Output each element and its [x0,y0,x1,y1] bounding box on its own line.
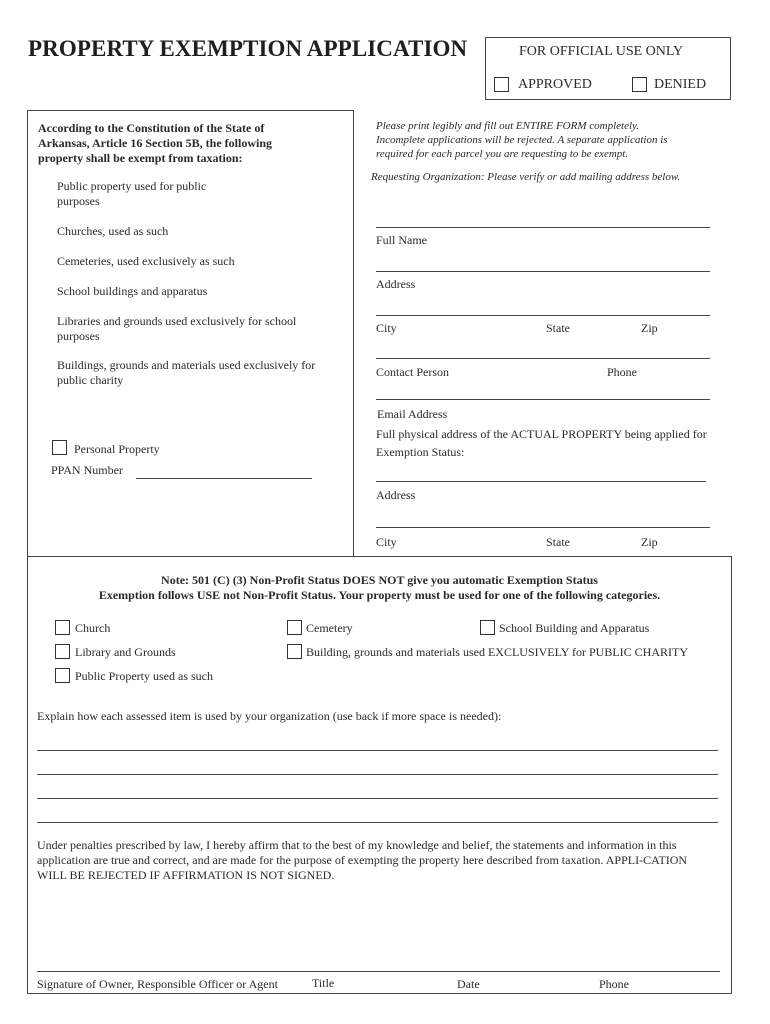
explain-line-3[interactable] [37,798,718,799]
church-checkbox[interactable] [55,620,70,635]
library-checkbox[interactable] [55,644,70,659]
phone-label: Phone [607,365,637,379]
email-label: Email Address [377,407,448,421]
denied-label: DENIED [654,77,707,92]
library-label: Library and Grounds [75,645,176,659]
explain-line-1[interactable] [37,750,718,751]
contact-phone-field[interactable] [376,358,710,359]
charity-label: Building, grounds and materials used EXCLUSIVELY for PUBLIC CHARITY [306,645,688,659]
nonprofit-note-line1: Note: 501 (C) (3) Non-Profit Status DOES NOT give you automatic Exemption Status [161,573,598,587]
personal-property-label: Personal Property [74,442,160,456]
explain-label: Explain how each assessed item is used by your organization (use back if more space is needed): [37,709,502,723]
criteria-item: Churches, used as such [57,224,169,238]
school-label: School Building and Apparatus [499,621,650,635]
cemetery-checkbox[interactable] [287,620,302,635]
charity-checkbox[interactable] [287,644,302,659]
contact-person-label: Contact Person [376,365,449,379]
email-field[interactable] [376,399,710,400]
criteria-item: Public property used for public purposes [57,179,207,208]
official-use-label: FOR OFFICIAL USE ONLY [519,44,684,59]
full-name-label: Full Name [376,233,427,247]
criteria-item: School buildings and apparatus [57,284,208,298]
nonprofit-note-line2: Exemption follows USE not Non-Profit Status. Your property must be used for one of the following categories. [98,588,661,602]
address2-label: Address [376,488,416,502]
city-state-zip-field[interactable] [376,315,710,316]
signature-phone-label: Phone [599,977,629,991]
nonprofit-note [27,573,732,603]
constitution-intro: According to the Constitution of the State of Arkansas, Article 16 Section 5B, the following property shall be exempt from taxation: [38,121,272,165]
signature-line[interactable] [37,971,720,972]
public-property-label: Public Property used as such [75,669,213,683]
full-name-field[interactable] [376,227,710,228]
denied-checkbox[interactable] [632,77,647,92]
affirmation-text: Under penalties prescribed by law, I hereby affirm that to the best of my knowledge and belief, the statements and information in this application are true and correct, and are made for the purpose of exempting the property here described from taxation. APPLI-CATION WILL BE REJECTED IF AFFIRMATION IS NOT SIGNED. [37,838,688,882]
zip2-label: Zip [641,535,658,549]
address-label: Address [376,277,416,291]
cemetery-label: Cemetery [306,621,353,635]
address-field[interactable] [376,271,710,272]
city-label: City [376,321,397,335]
criteria-item: Libraries and grounds used exclusively for school purposes [57,314,297,343]
signature-date-label: Date [457,977,480,991]
signature-title-label: Title [312,976,335,990]
explain-line-4[interactable] [37,822,718,823]
city2-label: City [376,535,397,549]
state2-label: State [546,535,570,549]
church-label: Church [75,621,111,635]
requesting-org-note: Requesting Organization: Please verify or add mailing address below. [371,171,681,183]
approved-label: APPROVED [518,77,592,92]
form-instructions: Please print legibly and fill out ENTIRE FORM completely. Incomplete applications will be rejected. A separate application is required for each parcel you are requesting to be exempt. [376,120,668,160]
page-title: PROPERTY EXEMPTION APPLICATION [28,36,468,61]
criteria-item: Cemeteries, used exclusively as such [57,254,235,268]
physical-city-field[interactable] [376,527,710,528]
zip-label: Zip [641,321,658,335]
physical-address-note: Full physical address of the ACTUAL PROPERTY being applied for Exemption Status: [376,427,707,459]
school-checkbox[interactable] [480,620,495,635]
physical-address-field[interactable] [376,481,706,482]
public-property-checkbox[interactable] [55,668,70,683]
signature-label: Signature of Owner, Responsible Officer or Agent [37,977,278,991]
approved-checkbox[interactable] [494,77,509,92]
ppan-label: PPAN Number [51,463,123,477]
explain-line-2[interactable] [37,774,718,775]
state-label: State [546,321,570,335]
ppan-number-field[interactable] [136,478,312,479]
criteria-item: Buildings, grounds and materials used exclusively for public charity [57,358,316,387]
personal-property-checkbox[interactable] [52,440,67,455]
